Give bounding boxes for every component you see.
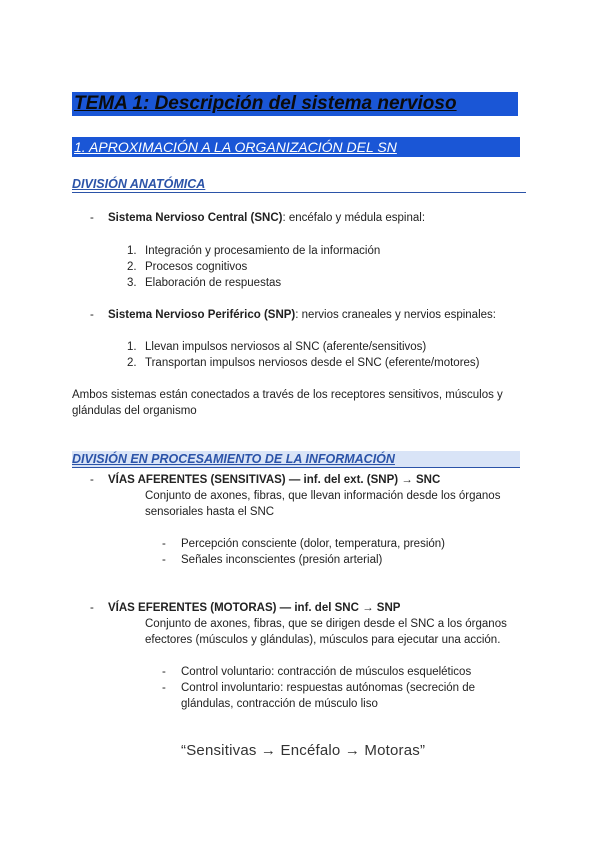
snc-line (108, 211, 425, 226)
summary-quote: “Sensitivas → Encéfalo → Motoras” (181, 742, 426, 759)
bullet-dash: - (162, 538, 166, 550)
bullet-dash: - (90, 309, 94, 321)
subsection-heading-processing: DIVISIÓN EN PROCESAMIENTO DE LA INFORMACIÓN (72, 451, 520, 468)
afferent-desc-line-1: Conjunto de axones, fibras, que llevan información desde los órganos (145, 490, 501, 502)
list-number: 1. (127, 245, 137, 257)
bullet-dash: - (162, 682, 166, 694)
list-item: Transportan impulsos nerviosos desde el SNC (eferente/motores) (145, 357, 480, 369)
list-item: Percepción consciente (dolor, temperatura, presión) (181, 538, 446, 550)
bullet-dash: - (90, 602, 94, 614)
list-number: 2. (127, 261, 137, 273)
snp-description: : nervios craneales y nervios espinales: (295, 309, 496, 321)
list-item: Llevan impulsos nerviosos al SNC (aferente/sensitivos) (145, 341, 427, 353)
list-number: 1. (127, 341, 137, 353)
bullet-dash: - (90, 474, 94, 486)
list-item: Control involuntario: respuestas autónomas (secreción de (181, 682, 476, 694)
subsection-heading-anatomic: DIVISIÓN ANATÓMICA (72, 176, 526, 193)
efferent-desc-line-2: efectores (músculos y glándulas), músculos para ejecutar una acción. (145, 634, 501, 646)
list-item: Señales inconscientes (presión arterial) (181, 554, 383, 566)
bullet-dash: - (162, 554, 166, 566)
list-item: Control voluntario: contracción de músculos esqueléticos (181, 666, 472, 678)
afferent-heading: VÍAS AFERENTES (SENSITIVAS) — inf. del ext. (SNP) → SNC (108, 474, 441, 486)
list-item: Integración y procesamiento de la información (145, 245, 381, 257)
list-item: Elaboración de respuestas (145, 277, 282, 289)
summary-text-line-2: glándulas del organismo (72, 405, 197, 417)
page-title: TEMA 1: Descripción del sistema nervioso (72, 92, 518, 116)
snc-term: Sistema Nervioso Central (SNC) (108, 212, 283, 224)
section-heading: 1. APROXIMACIÓN A LA ORGANIZACIÓN DEL SN (72, 137, 520, 157)
snc-description: : encéfalo y médula espinal: (282, 212, 426, 224)
bullet-dash: - (90, 212, 94, 224)
list-number: 2. (127, 357, 137, 369)
afferent-desc-line-2: sensoriales hasta el SNC (145, 506, 275, 518)
list-item-continuation: glándulas, contracción de músculo liso (181, 698, 378, 710)
snp-term: Sistema Nervioso Periférico (SNP) (108, 309, 296, 321)
summary-text-line-1: Ambos sistemas están conectados a través de los receptores sensitivos, músculos y (72, 389, 503, 401)
list-item: Procesos cognitivos (145, 261, 248, 273)
snp-line (108, 308, 496, 323)
efferent-heading: VÍAS EFERENTES (MOTORAS) — inf. del SNC → SNP (108, 602, 401, 614)
list-number: 3. (127, 277, 137, 289)
bullet-dash: - (162, 666, 166, 678)
efferent-desc-line-1: Conjunto de axones, fibras, que se dirigen desde el SNC a los órganos (145, 618, 507, 630)
